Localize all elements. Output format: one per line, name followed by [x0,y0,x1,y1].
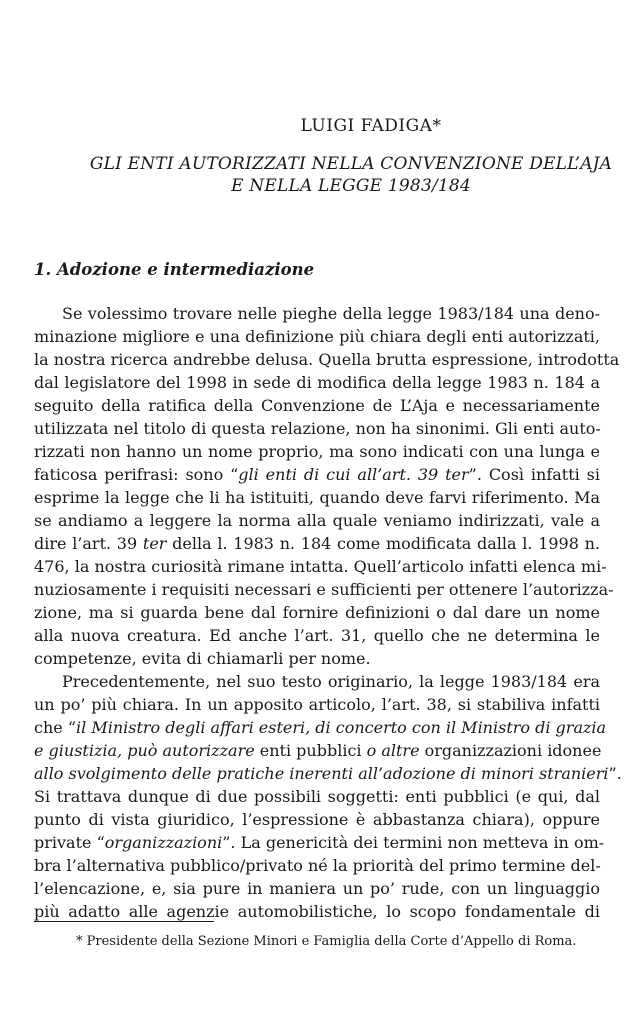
text-line [34,463,600,486]
text-line: dal legislatore del 1998 in sede di modifica della legge 1983 n. 184 a [34,373,600,392]
text-line: Precedentemente, nel suo testo originario, la legge 1983/184 era [62,672,600,691]
text-line: zione, ma si guarda bene dal fornire definizioni o dal dare un nome [34,603,600,622]
text-run: ”. [608,764,622,783]
text-line: nuziosamente i requisiti necessari e sufficienti per ottenere l’autorizza- [34,580,614,599]
text-line: se andiamo a leggere la norma alla quale veniamo indirizzati, vale a [34,511,600,530]
text-line [34,532,600,555]
text-line: l’elencazione, e, sia pure in maniera un po’ rude, con un linguaggio [34,879,600,898]
footnote: * Presidente della Sezione Minori e Famiglia della Corte d’Appello di Roma. [76,934,577,949]
text-line: alla nuova creatura. Ed anche l’art. 31, quello che ne determina le [34,626,600,645]
text-line: bra l’alternativa pubblico/privato né la priorità del primo termine del- [34,856,601,875]
text-line: esprime la legge che li ha istituiti, quando deve farvi riferimento. Ma [34,488,600,507]
section-heading: 1. Adozione e intermediazione [34,260,315,279]
text-line: utilizzata nel titolo di questa relazione, non ha sinonimi. Gli enti auto- [34,419,601,438]
text-run: private “ [34,833,105,852]
text-run: enti pubblici [254,741,367,760]
text-line: Se volessimo trovare nelle pieghe della legge 1983/184 una deno- [62,304,600,323]
text-line [34,739,600,762]
italic-run: gli enti di cui all’art. 39 ter [238,465,469,484]
text-line: seguito della ratifica della Convenzione de L’Aja e necessariamente [34,396,600,415]
italic-run: ter [142,534,167,553]
title-line-1: GLI ENTI AUTORIZZATI NELLA CONVENZIONE DELL’AJA [89,154,613,174]
text-line: un po’ più chiara. In un apposito articolo, l’art. 38, si stabiliva infatti [34,695,600,714]
text-run: ”. Così infatti si [468,465,600,484]
text-run: che “ [34,718,76,737]
text-line: punto di vista giuridico, l’espressione è abbastanza chiara), oppure [34,810,600,829]
title-line-2: E NELLA LEGGE 1983/184 [231,176,471,196]
text-line: minazione migliore e una definizione più chiara degli enti autorizzati, [34,327,600,346]
italic-run: organizzazioni [104,833,223,852]
article-title [0,153,642,197]
body-text [34,302,622,923]
text-line: Si trattava dunque di due possibili soggetti: enti pubblici (e qui, dal [34,787,600,806]
text-line [34,762,622,785]
italic-run: e giustizia, può autorizzare [34,741,255,760]
text-line: la nostra ricerca andrebbe delusa. Quella brutta espressione, introdotta [34,350,620,369]
text-run: faticosa perifrasi: sono “ [34,465,239,484]
text-line [34,831,605,854]
text-line: competenze, evita di chiamarli per nome. [34,649,371,668]
text-run: della l. 1983 n. 184 come modificata dalla l. 1998 n. [166,534,601,553]
text-line: più adatto alle agenzie automobilistiche, lo scopo fondamentale di [34,902,600,921]
text-run: organizzazioni idonee [419,741,602,760]
text-line: 476, la nostra curiosità rimane intatta. Quell’articolo infatti elenca mi- [34,557,607,576]
text-run: ”. La genericità dei termini non metteva in om- [222,833,605,852]
italic-run: allo svolgimento delle pratiche inerenti all’adozione di minori stranieri [34,764,609,783]
text-run: dire l’art. 39 [34,534,143,553]
italic-run: il Ministro degli affari esteri, di concerto con il Ministro di grazia [76,718,607,737]
text-line: rizzati non hanno un nome proprio, ma sono indicati con una lunga e [34,442,600,461]
footnote-divider [34,921,214,922]
author-name: LUIGI FADIGA* [300,116,442,136]
text-line [34,716,607,739]
italic-run: o altre [366,741,420,760]
